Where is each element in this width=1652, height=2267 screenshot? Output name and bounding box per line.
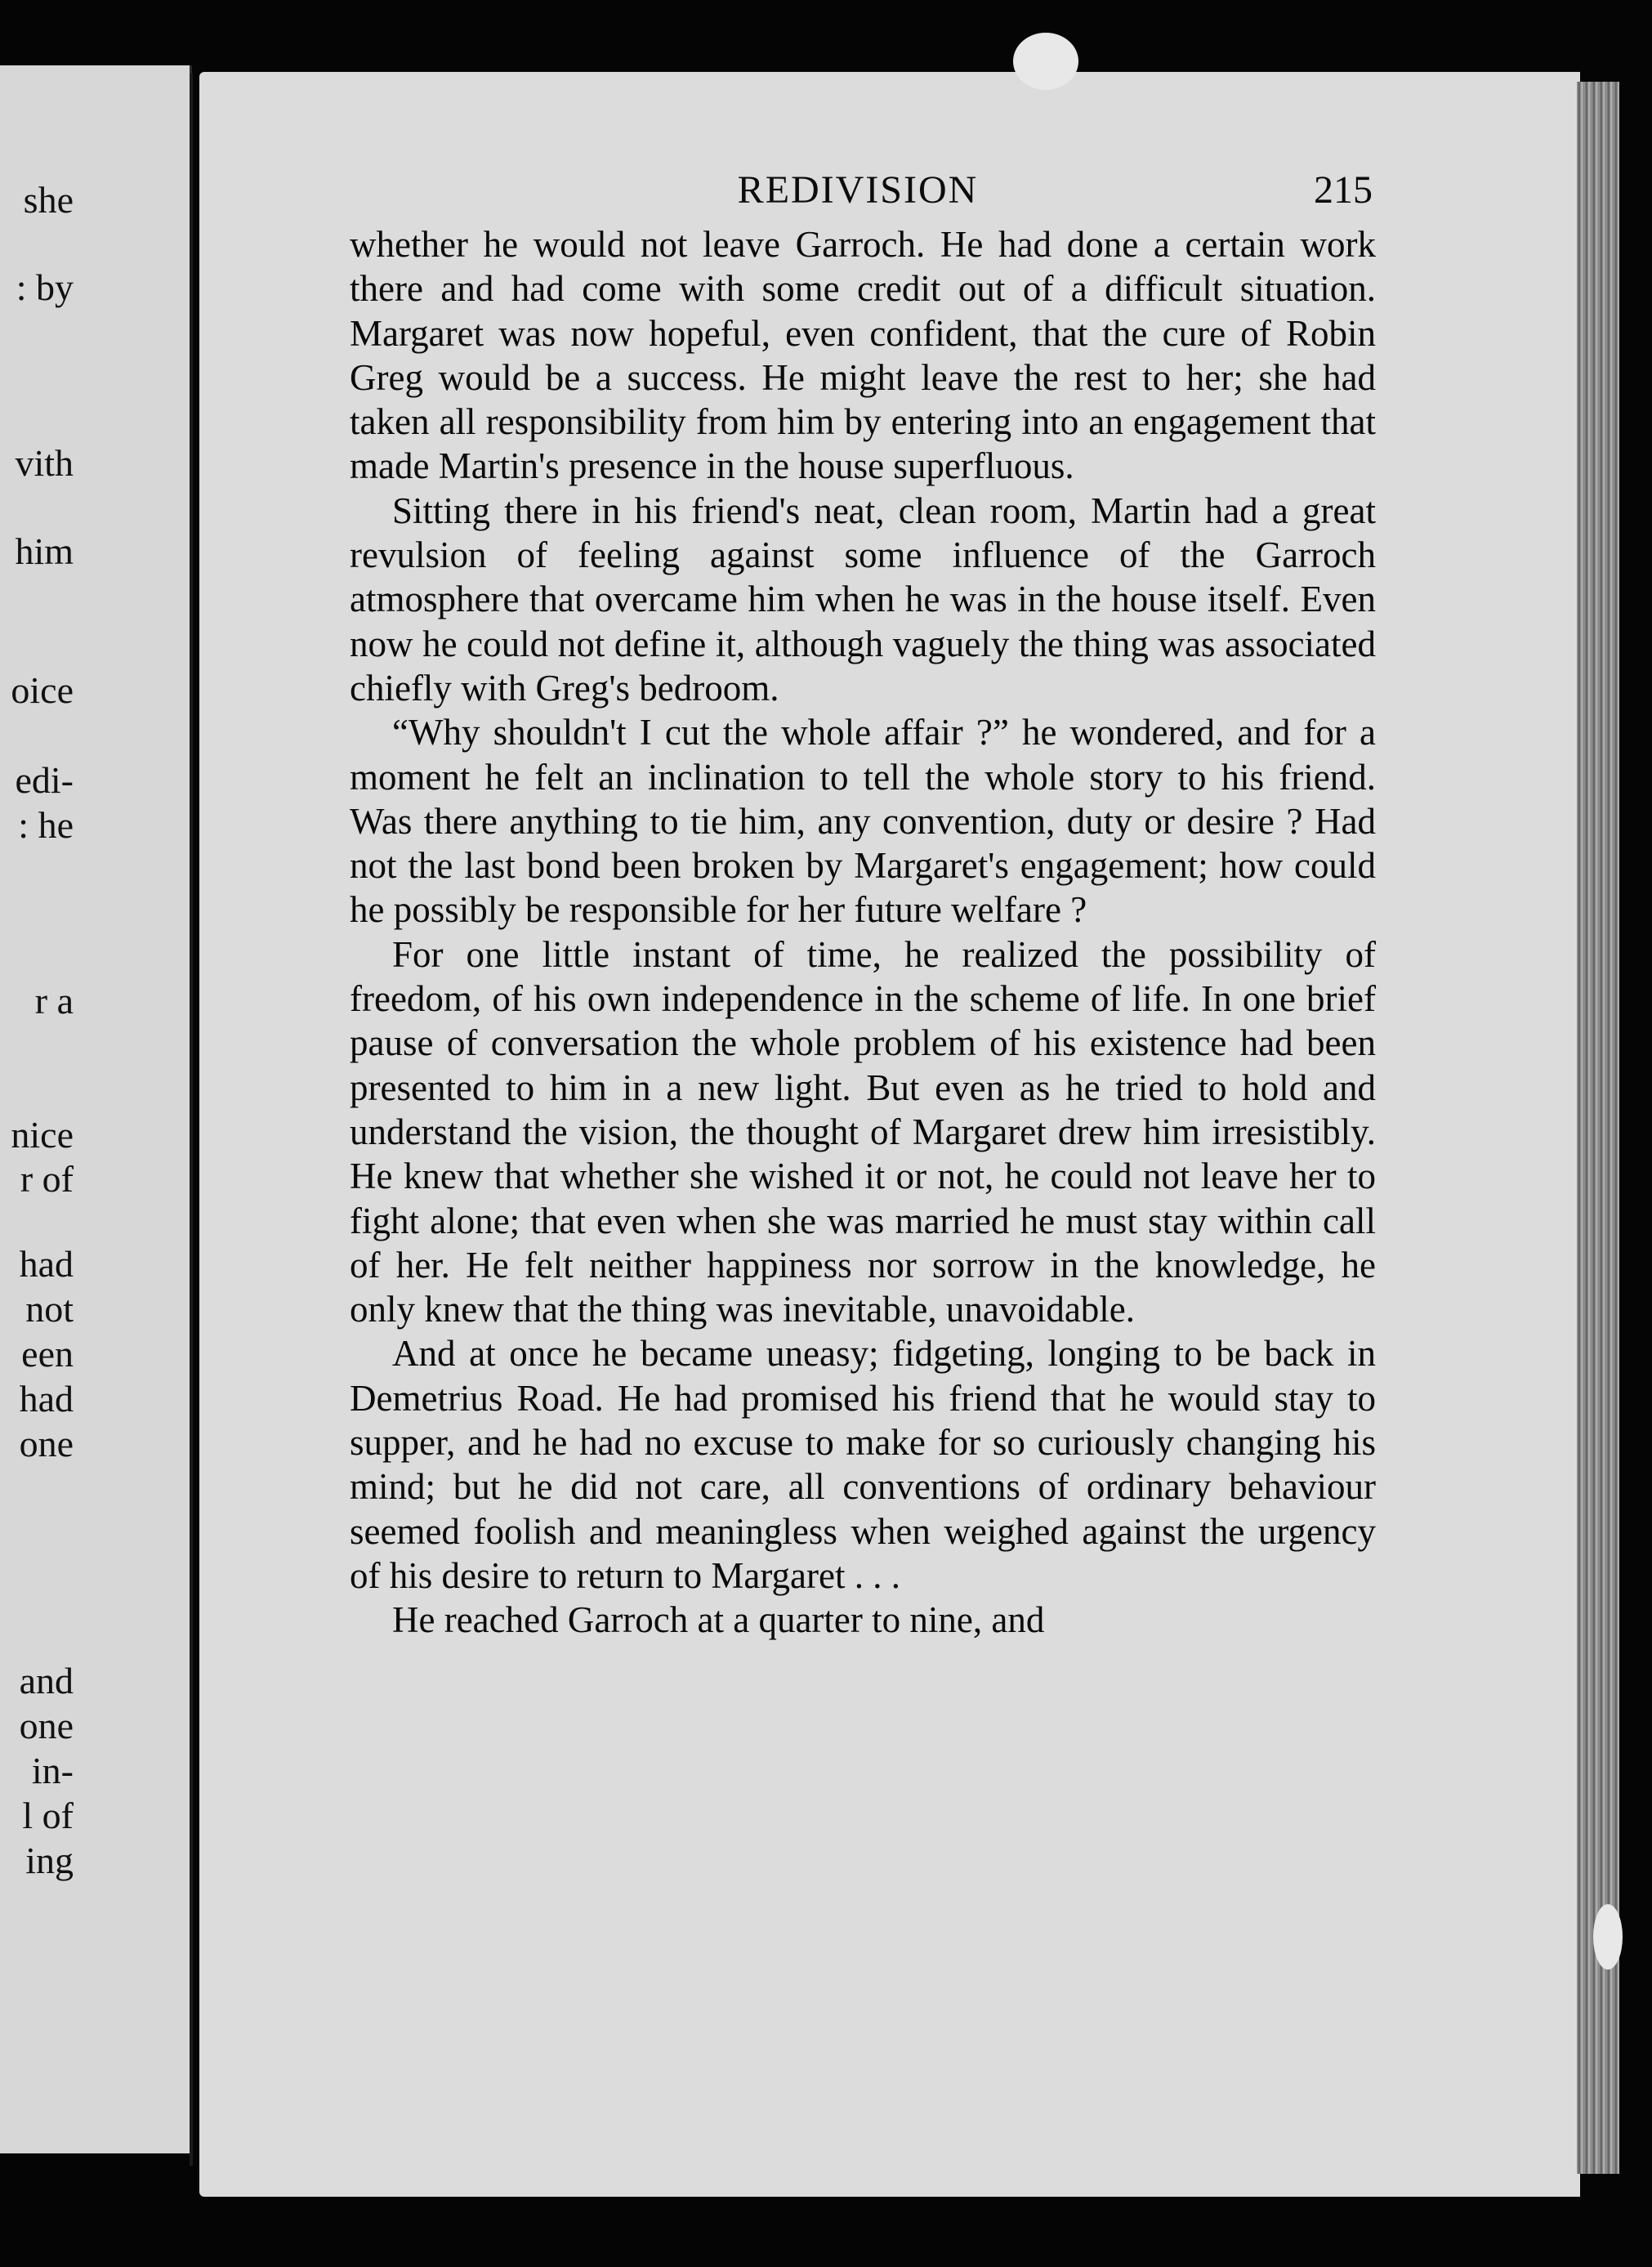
left-page-fragment: not — [25, 1288, 74, 1330]
paragraph: “Why shouldn't I cut the whole affair ?” he wondered, and for a moment he felt an inclination to tell the whole story to his friend. Was there anything to tie him, any convention, duty or desire ? Had not the last bond been broken by Margaret's engagement; how could he possibly be responsible for her future welfare ? — [350, 712, 1376, 931]
left-page-fragment: had — [19, 1378, 74, 1420]
left-facing-page — [0, 65, 192, 2153]
page-number: 215 — [1314, 168, 1373, 212]
page-edge — [1577, 82, 1619, 2174]
left-page-fragment: had — [19, 1243, 74, 1285]
left-page-fragment: r of — [20, 1158, 74, 1200]
left-page-fragment: : by — [16, 266, 74, 308]
left-page-fragment: edi- — [15, 759, 74, 801]
left-page-fragment: one — [19, 1705, 74, 1746]
paragraph: whether he would not leave Garroch. He had done a certain work there and had come with some credit out of a difficult situation. Margaret was now hopeful, even confident, that the cure of Robin Greg would be a success. He might leave the rest to her; she had taken all responsibility from him by entering into an engagement that made Martin's presence in the house superfluous. — [350, 224, 1376, 487]
running-title: REDIVISION — [737, 168, 979, 212]
paragraph: For one little instant of time, he realized the possibility of freedom, of his own independence in the scheme of life. In one brief pause of conversation the whole problem of his existence had been presented to him in a new light. But even as he tried to hold and understand the vision, the thought of Margaret drew him irresistibly. He knew that whether she wished it or not, he could not leave her to fight alone; that even when she was married he must stay within call of her. He felt neither happiness nor sorrow in the knowledge, he only knew that the thing was inevitable, unavoidable. — [350, 933, 1376, 1330]
left-page-fragment: r a — [34, 980, 74, 1022]
body-text — [350, 222, 1376, 1643]
book-spine-gutter — [190, 74, 193, 2166]
left-page-fragment: him — [15, 530, 74, 572]
left-page-fragment: she — [23, 179, 74, 221]
paragraph: And at once he became uneasy; fidgeting, longing to be back in Demetrius Road. He had promised his friend that he would stay to supper, and he had no excuse to make for so curiously changing his mind; but he did not care, all conventions of ordinary behaviour seemed foolish and meaningless when weighed against the urgency of his desire to return to Margaret . . . — [350, 1333, 1376, 1596]
left-page-fragment: oice — [11, 669, 74, 711]
left-page-fragment: een — [21, 1333, 74, 1375]
page-tear-mark — [1013, 33, 1078, 90]
left-page-fragment: one — [19, 1423, 74, 1464]
left-page-fragment: : he — [18, 804, 74, 846]
left-page-fragment: ing — [25, 1840, 74, 1881]
left-page-fragment: l of — [22, 1795, 74, 1836]
paragraph: Sitting there in his friend's neat, clean room, Martin had a great revulsion of feeling against some influence of the Garroch atmosphere that overcame him when he was in the house itself. Even now he could not define it, although vaguely the thing was associated chiefly with Greg's bedroom. — [350, 490, 1376, 709]
left-page-fragment: in- — [31, 1750, 74, 1791]
left-page-fragment: and — [19, 1660, 74, 1701]
paragraph: He reached Garroch at a quarter to nine, and — [392, 1599, 1045, 1641]
running-head — [343, 165, 1373, 216]
left-page-fragment: vith — [15, 442, 74, 484]
edge-tear-mark — [1593, 1904, 1623, 1970]
left-page-fragment: nice — [11, 1114, 74, 1156]
